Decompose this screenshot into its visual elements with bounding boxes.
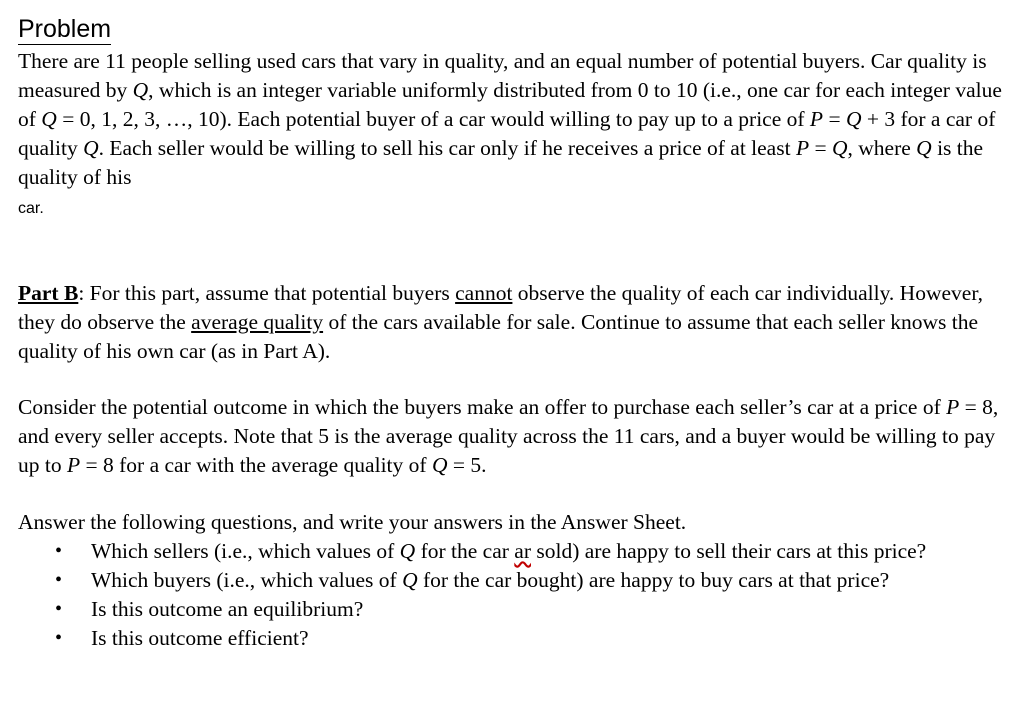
intro-text: = [823,107,846,131]
intro-text: . Each seller would be willing to sell his car only if he receives a price of at least [98,136,796,160]
question-text: Is this outcome an equilibrium? [91,597,364,621]
math-var: P [809,107,824,131]
consider-text: = 5. [447,453,487,477]
emphasis-cannot: cannot [455,281,513,305]
problem-heading: Problem [18,15,112,43]
intro-text: is the quality of his [18,136,984,189]
question-list [18,537,1008,653]
part-b-text: observe the quality of each car individually. However, they do observe the [18,281,983,334]
math-var: Q [916,136,932,160]
intro-text: = 0, 1, 2, 3, …, 10). Each potential buyer of a car would willing to pay up to a price of [56,107,810,131]
question-text: for the car bought) are happy to buy cars at that price? [417,568,890,592]
bullet-icon: • [55,569,63,591]
math-var: Q [132,78,149,102]
intro-paragraph [18,47,1008,223]
emphasis-average-quality: average quality [191,310,324,334]
question-item [18,566,951,595]
math-var: Q [845,107,862,131]
consider-text: Consider the potential outcome in which the buyers make an offer to purchase each seller’s car at a price of [18,395,947,419]
math-var: P [946,395,960,419]
math-var: Q [831,136,848,160]
part-b-text: of the cars available for sale. Continue to assume that each seller knows the quality of his own car (as in Part A). [18,310,979,363]
math-var: P [66,453,81,477]
math-var: Q [83,136,99,160]
spellcheck-flagged-word: ar [514,539,531,563]
math-var: P [795,136,810,160]
consider-paragraph [18,393,1008,480]
bullet-icon: • [55,627,63,649]
consider-text: = 8, and every seller accepts. Note that 5 is the average quality across the 11 cars, and a buyer would be willing to pay up to [18,395,999,477]
math-var: Q [41,107,57,131]
math-var: Q [399,539,416,563]
intro-text: , which is an integer variable uniformly distributed from 0 to 10 (i.e., one car for each integer value of [18,78,1002,131]
intro-text: + 3 for a car of quality [18,107,996,160]
math-var: Q [431,453,448,477]
question-text: Is this outcome efficient? [91,626,309,650]
part-b-label: Part B [18,281,79,305]
math-var: Q [402,568,418,592]
question-text: Which sellers (i.e., which values of [91,539,400,563]
intro-text: There are 11 people selling used cars that vary in quality, and an equal number of potential buyers. Car quality is measured by [18,49,987,102]
question-text: sold) are happy to sell their cars at this price? [531,539,927,563]
answer-instructions: Answer the following questions, and write your answers in the Answer Sheet. [18,510,687,534]
part-b-text: : For this part, assume that potential buyers [78,281,456,305]
question-item [18,537,951,566]
question-item [18,595,951,624]
problem-document [18,14,1008,653]
question-text: Which buyers (i.e., which values of [91,568,403,592]
bullet-icon: • [55,598,63,620]
part-b-paragraph [18,279,1008,366]
intro-tail: car. [18,200,44,217]
question-item [18,624,951,653]
bullet-icon: • [55,540,63,562]
consider-text: = 8 for a car with the average quality of [80,453,432,477]
intro-text: , where [847,136,917,160]
question-text: for the car [415,539,515,563]
intro-text: = [809,136,832,160]
